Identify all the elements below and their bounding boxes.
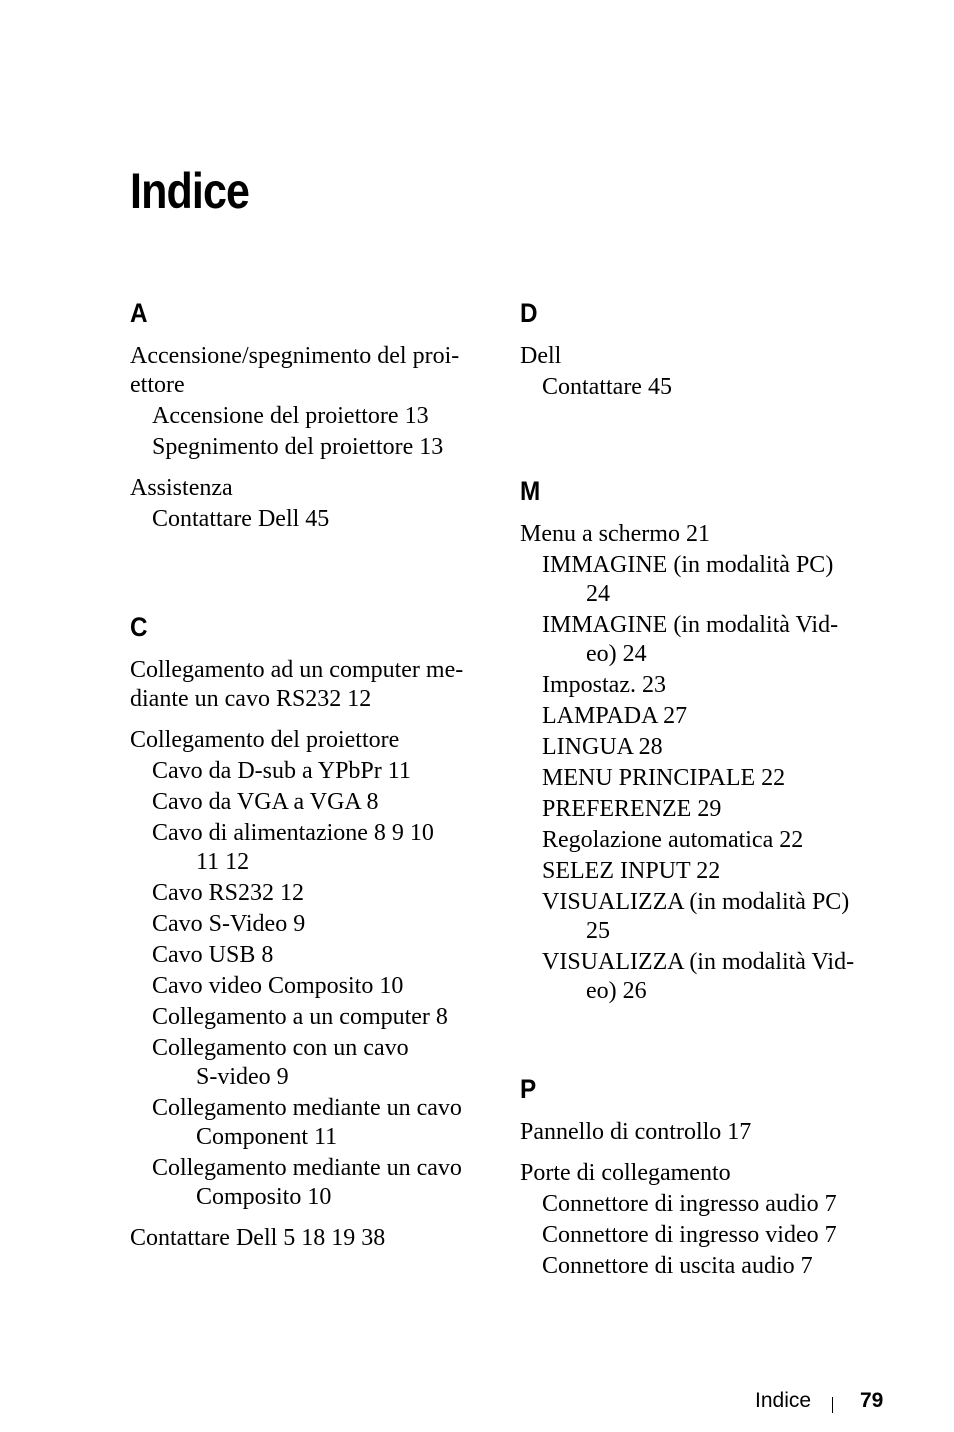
subentry (542, 948, 900, 1006)
subentry: LAMPADA 27 (542, 703, 688, 729)
footer-title: Indice (755, 1389, 812, 1412)
index-section-d (520, 298, 900, 402)
section-letter: C (130, 612, 148, 642)
section-letter: D (520, 298, 538, 328)
index-entry (520, 1159, 900, 1281)
subentry-text: Collegamento mediante un cavo (152, 1095, 462, 1121)
index-section-a (130, 298, 490, 534)
section-letter: M (520, 476, 541, 506)
subentry: Cavo USB 8 (152, 942, 274, 968)
index-entry (130, 1224, 490, 1253)
index-entry (520, 342, 900, 402)
index-entry (520, 1118, 900, 1147)
index-section-p (520, 1074, 900, 1281)
subentry: MENU PRINCIPALE 22 (542, 765, 786, 791)
subentry-text: Collegamento con un cavo (152, 1035, 409, 1061)
entry-text: Collegamento ad un computer me- (130, 657, 464, 683)
subentry (152, 1034, 490, 1092)
subentry: Connettore di ingresso audio 7 (542, 1191, 837, 1217)
subentry-text: VISUALIZZA (in modalità PC) (542, 889, 850, 915)
subentry: Impostaz. 23 (542, 672, 666, 698)
entry-text: Collegamento del proiettore (130, 727, 400, 753)
index-entry (130, 656, 490, 714)
entry-text: Pannello di controllo 17 (520, 1119, 752, 1145)
entry-text: ettore (130, 372, 185, 398)
page-footer (0, 1386, 954, 1416)
entry-text: Contattare Dell 5 18 19 38 (130, 1225, 386, 1251)
subentry: Connettore di ingresso video 7 (542, 1222, 837, 1248)
subentry: Cavo S-Video 9 (152, 911, 306, 937)
subentry: LINGUA 28 (542, 734, 663, 760)
subentry-text: IMMAGINE (in modalità PC) (542, 552, 834, 578)
footer-separator (832, 1397, 833, 1413)
subentry: Cavo da VGA a VGA 8 (152, 789, 379, 815)
subentry-text: eo) 26 (586, 978, 647, 1004)
entry-text: Accensione/spegnimento del proi- (130, 343, 460, 369)
subentry: Spegnimento del proiettore 13 (152, 434, 444, 460)
subentry-text: S-video 9 (196, 1064, 289, 1090)
index-entry (130, 726, 490, 1212)
section-letter: A (130, 298, 148, 328)
subentry: Accensione del proiettore 13 (152, 403, 429, 429)
index-section-m (520, 476, 900, 1006)
subentry (542, 551, 900, 609)
index-entry (130, 474, 490, 534)
subentry-text: Composito 10 (196, 1184, 332, 1210)
subentry: Collegamento a un computer 8 (152, 1004, 448, 1030)
subentry (542, 611, 900, 669)
subentry-text: Collegamento mediante un cavo (152, 1155, 462, 1181)
subentry (152, 1154, 490, 1212)
index-section-c (130, 612, 490, 1253)
subentry: Contattare Dell 45 (152, 506, 330, 532)
subentry-text: 24 (586, 581, 610, 607)
subentry: Cavo RS232 12 (152, 880, 305, 906)
subentry (542, 888, 900, 946)
index-column-left (130, 298, 490, 1265)
entry-text: Porte di collegamento (520, 1160, 731, 1186)
subentry-text: 25 (586, 918, 610, 944)
index-entry (520, 520, 900, 1006)
page-title: Indice (130, 163, 250, 219)
subentry: Contattare 45 (542, 374, 672, 400)
subentry: Regolazione automatica 22 (542, 827, 804, 853)
subentry-text: 11 12 (196, 849, 250, 875)
entry-text: Dell (520, 343, 562, 369)
subentry-text: Cavo di alimentazione 8 9 10 (152, 820, 434, 846)
section-letter: P (520, 1074, 537, 1104)
entry-text: Assistenza (130, 475, 233, 501)
subentry-text: Component 11 (196, 1124, 338, 1150)
subentry: Cavo video Composito 10 (152, 973, 404, 999)
subentry (152, 1094, 490, 1152)
subentry: Connettore di uscita audio 7 (542, 1253, 813, 1279)
subentry-text: eo) 24 (586, 641, 647, 667)
subentry-text: IMMAGINE (in modalità Vid- (542, 612, 839, 638)
entry-text: Menu a schermo 21 (520, 521, 710, 547)
subentry: Cavo da D-sub a YPbPr 11 (152, 758, 411, 784)
subentry-text: VISUALIZZA (in modalità Vid- (542, 949, 855, 975)
subentry: PREFERENZE 29 (542, 796, 722, 822)
subentry (152, 819, 490, 877)
entry-text: diante un cavo RS232 12 (130, 686, 372, 712)
index-column-right (520, 298, 900, 1293)
page-number: 79 (860, 1389, 884, 1412)
index-entry (130, 342, 490, 462)
subentry: SELEZ INPUT 22 (542, 858, 721, 884)
